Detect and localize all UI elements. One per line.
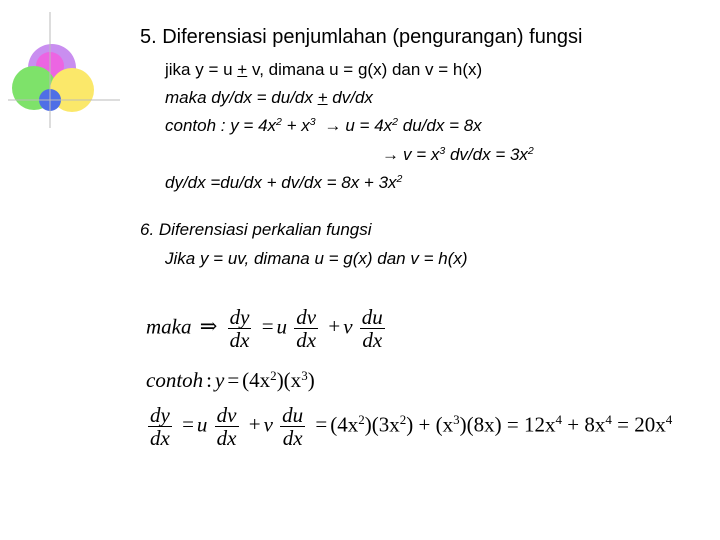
fraction-dv-dx xyxy=(294,306,318,351)
plus-minus-sign: + xyxy=(237,60,248,79)
text: (4x xyxy=(242,368,271,392)
equals-sign: = xyxy=(261,314,274,339)
text: = 20x xyxy=(611,412,666,437)
numerator: dv xyxy=(296,305,317,329)
text: ) xyxy=(307,368,315,392)
numerator: dy xyxy=(150,403,170,427)
variable-u: u xyxy=(276,314,288,339)
superscript: 4 xyxy=(605,412,612,428)
line2-post: dv/dx xyxy=(327,88,373,107)
section5-line1 xyxy=(165,60,482,80)
text: + x xyxy=(281,116,310,135)
fraction-dy-dx xyxy=(148,404,172,449)
colon: : xyxy=(206,368,212,392)
arrow-icon: → xyxy=(324,116,342,135)
text: ) + (x xyxy=(406,412,454,437)
plus-sign: + xyxy=(248,412,261,437)
section5-line3 xyxy=(165,116,482,136)
text: )(8x) = 12x xyxy=(459,412,556,437)
decorative-circles xyxy=(0,0,120,130)
superscript: 2 xyxy=(527,145,534,158)
arrow-icon: → xyxy=(382,145,399,164)
text: )(x xyxy=(276,368,302,392)
maka-label: maka xyxy=(146,314,192,339)
text: (4x xyxy=(330,412,359,437)
formula-product-rule xyxy=(146,306,387,351)
numerator: du xyxy=(361,305,383,329)
text: contoh : y = 4x xyxy=(165,116,277,135)
denominator: dx xyxy=(296,328,317,353)
formula-example xyxy=(146,368,315,393)
formula-derivative xyxy=(146,404,672,449)
text: du/dx = 8x xyxy=(398,116,482,135)
text: )(3x xyxy=(364,412,400,437)
section5-line2 xyxy=(165,88,373,108)
numerator: du xyxy=(282,403,304,427)
superscript: 3 xyxy=(301,367,308,383)
superscript: 4 xyxy=(555,412,562,428)
numerator: dy xyxy=(229,305,250,329)
fraction-du-dx xyxy=(360,306,385,351)
equals-sign: = xyxy=(315,412,328,437)
line1-post: v, dimana u = g(x) dan v = h(x) xyxy=(247,60,483,79)
superscript: 2 xyxy=(358,412,365,428)
plus-minus-sign: + xyxy=(317,88,328,107)
text: dv/dx = 3x xyxy=(445,145,528,164)
variable-v: v xyxy=(263,412,273,437)
text: + 8x xyxy=(562,412,606,437)
section6-title: 6. Diferensiasi perkalian fungsi xyxy=(140,220,372,239)
superscript: 2 xyxy=(399,412,407,428)
contoh-label: contoh xyxy=(146,368,204,392)
denominator: dx xyxy=(216,426,237,451)
denominator: dx xyxy=(362,328,383,353)
equals-sign: = xyxy=(182,412,194,437)
superscript: 4 xyxy=(665,412,673,428)
superscript: 3 xyxy=(309,116,316,129)
superscript: 3 xyxy=(453,412,460,428)
line1-pre: jika y = u xyxy=(165,60,238,79)
text: u = 4x xyxy=(345,116,393,135)
section6-line1: Jika y = uv, dimana u = g(x) dan v = h(x) xyxy=(165,249,468,268)
section5-title: 5. Diferensiasi penjumlahan (pengurangan) fungsi xyxy=(140,26,583,48)
superscript: 2 xyxy=(270,367,277,383)
superscript: 2 xyxy=(276,116,282,129)
text: v = x xyxy=(403,145,440,164)
implies-icon: ⇒ xyxy=(199,314,218,339)
variable-v: v xyxy=(343,314,353,339)
denominator: dx xyxy=(150,426,170,451)
denominator: dx xyxy=(282,426,303,451)
superscript: 2 xyxy=(396,173,403,186)
fraction-du-dx xyxy=(280,404,305,449)
plus-sign: + xyxy=(328,314,341,339)
numerator: dv xyxy=(216,403,237,427)
variable-y: y xyxy=(215,368,225,392)
superscript: 3 xyxy=(439,145,446,158)
equals-sign: = xyxy=(227,368,240,392)
superscript: 2 xyxy=(392,116,399,129)
text: dy/dx =du/dx + dv/dx = 8x + 3x xyxy=(165,173,397,192)
fraction-dy-dx xyxy=(228,306,252,351)
section5-line5 xyxy=(165,173,402,193)
fraction-dv-dx xyxy=(215,404,239,449)
variable-u: u xyxy=(196,412,208,437)
section5-line4 xyxy=(378,145,534,165)
denominator: dx xyxy=(229,328,250,353)
line2-pre: maka dy/dx = du/dx xyxy=(165,88,318,107)
